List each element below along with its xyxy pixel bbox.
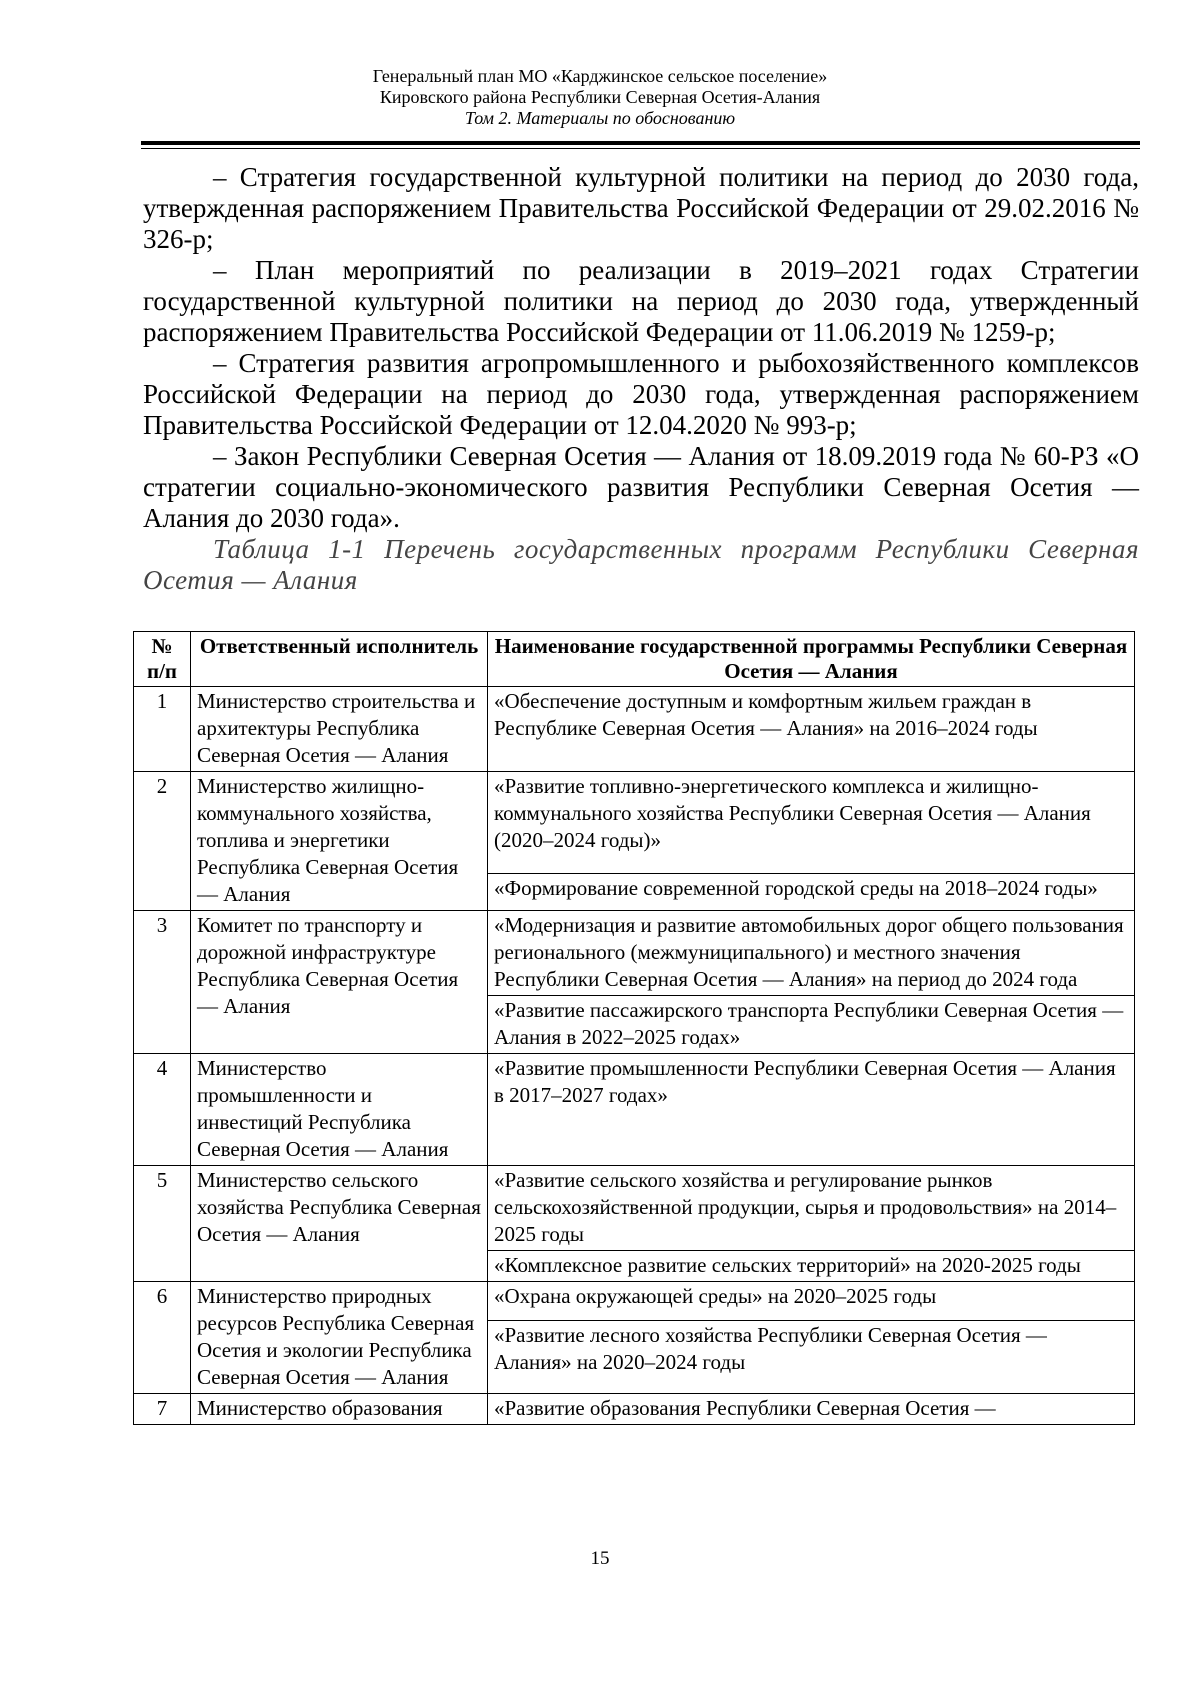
table-caption: Таблица 1-1 Перечень государственных программ Республики Северная Осетия — Алания <box>143 534 1139 595</box>
header-num: № п/п <box>134 632 191 687</box>
table-row <box>134 1166 1135 1251</box>
list-item: – Закон Республики Северная Осетия — Алания от 18.09.2019 года № 60-РЗ «О стратегии социально-экономического развития Республики Северная Осетия — Алания до 2030 года». <box>143 441 1139 533</box>
header-line-2: Кировского района Республики Северная Осетия-Алания <box>379 87 821 107</box>
body-text <box>143 162 1139 596</box>
row-program: «Развитие топливно-энергетического комплекса и жилищно-коммунального хозяйства Республики Северная Осетия — Алания (2020–2024 годы)» <box>488 772 1135 874</box>
table-row <box>134 911 1135 996</box>
row-program: «Охрана окружающей среды» на 2020–2025 годы <box>488 1282 1135 1321</box>
row-executor: Министерство жилищно-коммунального хозяйства, топлива и энергетики Республика Северная Осетия — Алания <box>191 772 488 911</box>
row-executor: Министерство природных ресурсов Республика Северная Осетия и экологии Республика Северная Осетия — Алания <box>191 1282 488 1394</box>
header-rule-thick <box>141 141 1140 145</box>
table-row <box>134 772 1135 874</box>
row-program: «Модернизация и развитие автомобильных дорог общего пользования регионального (межмуниципального) и местного значения Республики Северная Осетия — Алания» на период до 2024 года <box>488 911 1135 996</box>
list-item: – План мероприятий по реализации в 2019–2021 годах Стратегии государственной культурной политики на период до 2030 года, утвержденный распоряжением Правительства Российской Федерации от 11.06.2019 № 1259-р; <box>143 255 1139 347</box>
row-number: 6 <box>134 1282 191 1394</box>
row-program: «Формирование современной городской среды на 2018–2024 годы» <box>488 873 1135 910</box>
page-number: 15 <box>590 1548 610 1569</box>
row-executor: Министерство образования <box>191 1394 488 1425</box>
row-number: 4 <box>134 1054 191 1166</box>
row-number: 2 <box>134 772 191 911</box>
header-line-3: Том 2. Материалы по обоснованию <box>464 108 736 128</box>
row-number: 3 <box>134 911 191 1054</box>
list-item: – Стратегия государственной культурной политики на период до 2030 года, утвержденная распоряжением Правительства Российской Федерации от 29.02.2016 № 326-р; <box>143 162 1139 254</box>
row-executor: Министерство строительства и архитектуры Республика Северная Осетия — Алания <box>191 687 488 772</box>
header-program: Наименование государственной программы Республики Северная Осетия — Алания <box>488 632 1135 687</box>
table-row <box>134 1394 1135 1425</box>
row-number: 1 <box>134 687 191 772</box>
table-row <box>134 1054 1135 1166</box>
header-rule-thin <box>141 148 1140 149</box>
row-executor: Министерство промышленности и инвестиций Республика Северная Осетия — Алания <box>191 1054 488 1166</box>
header-executor: Ответственный исполнитель <box>191 632 488 687</box>
running-header <box>0 66 1200 129</box>
row-program: «Развитие пассажирского транспорта Республики Северная Осетия — Алания в 2022–2025 годах» <box>488 996 1135 1054</box>
list-item: – Стратегия развития агропромышленного и рыбохозяйственного комплексов Российской Федерации на период до 2030 года, утвержденная распоряжением Правительства Российской Федерации от 12.04.2020 № 993-р; <box>143 348 1139 440</box>
table-header-row <box>134 632 1135 687</box>
row-program: «Развитие сельского хозяйства и регулирование рынков сельскохозяйственной продукции, сырья и продовольствия» на 2014–2025 годы <box>488 1166 1135 1251</box>
row-program: «Развитие промышленности Республики Северная Осетия — Алания в 2017–2027 годах» <box>488 1054 1135 1166</box>
row-program: «Развитие образования Республики Северная Осетия — <box>488 1394 1135 1425</box>
header-line-1: Генеральный план МО «Карджинское сельское поселение» <box>372 66 828 86</box>
row-executor: Министерство сельского хозяйства Республика Северная Осетия — Алания <box>191 1166 488 1282</box>
row-program: «Развитие лесного хозяйства Республики Северная Осетия — Алания» на 2020–2024 годы <box>488 1321 1135 1394</box>
row-number: 5 <box>134 1166 191 1282</box>
row-executor: Комитет по транспорту и дорожной инфраструктуре Республика Северная Осетия — Алания <box>191 911 488 1054</box>
row-program: «Комплексное развитие сельских территорий» на 2020-2025 годы <box>488 1251 1135 1282</box>
row-number: 7 <box>134 1394 191 1425</box>
row-program: «Обеспечение доступным и комфортным жильем граждан в Республике Северная Осетия — Алания» на 2016–2024 годы <box>488 687 1135 772</box>
table-row <box>134 1282 1135 1321</box>
programs-table <box>133 631 1135 1425</box>
table-row <box>134 687 1135 772</box>
